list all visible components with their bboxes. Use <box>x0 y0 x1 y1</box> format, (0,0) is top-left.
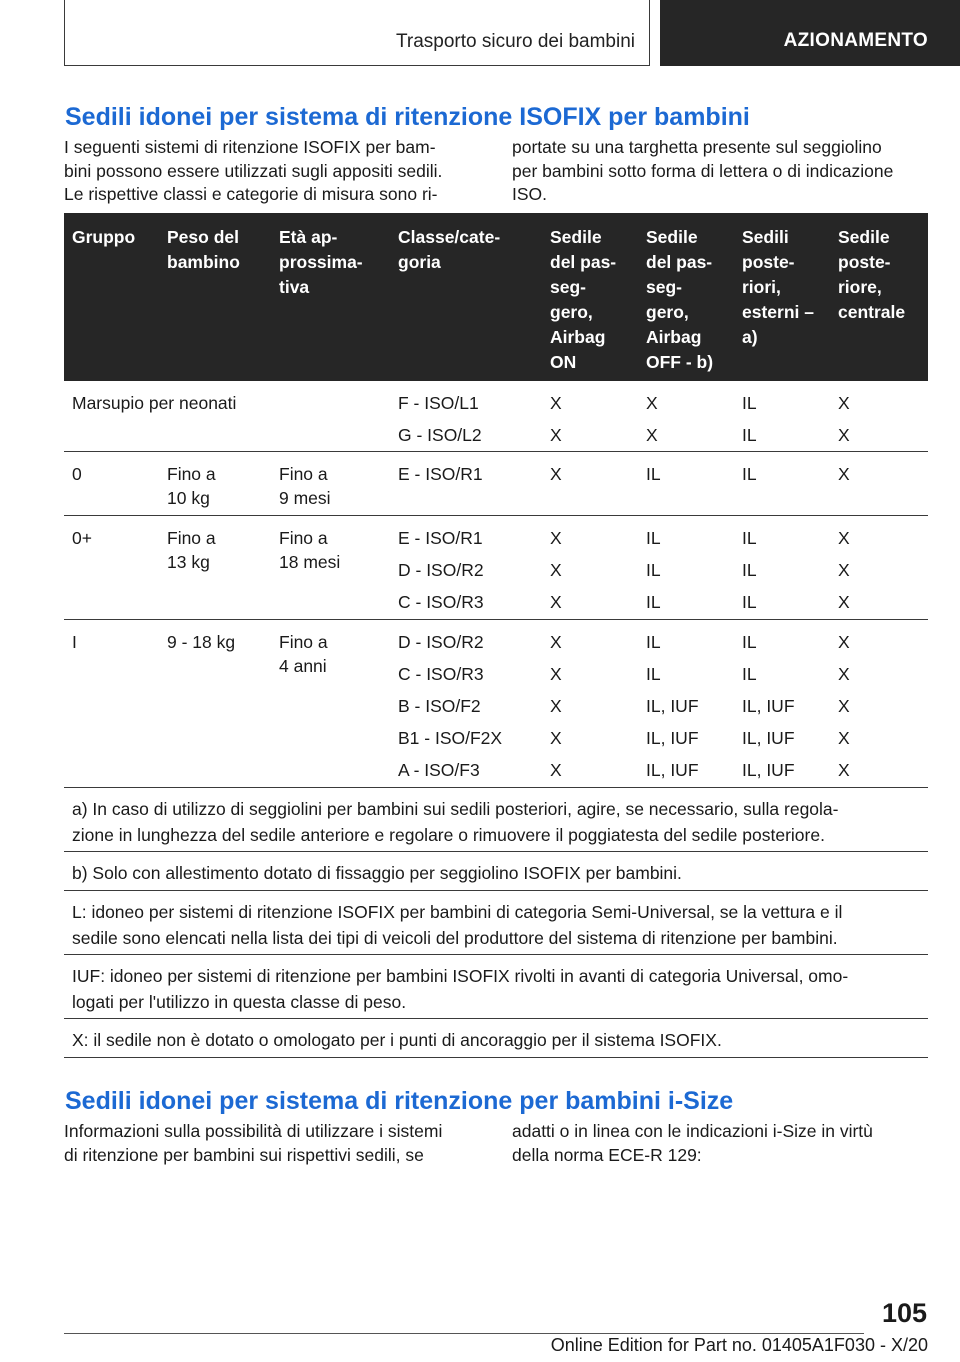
column-header-line: riore, <box>838 277 882 297</box>
column-header-line: del pas- <box>646 252 713 272</box>
table-footnote <box>64 891 928 955</box>
table-row <box>64 381 928 452</box>
cell-value: IL <box>646 592 661 612</box>
footnote-line: sedile sono elencati nella lista dei tipi di veicoli del produttore del sistema di ritenzione per bambini. <box>72 928 838 948</box>
cell-value: X <box>550 728 562 748</box>
cell-value: X <box>550 664 562 684</box>
column-header-line: gero, <box>550 302 593 322</box>
column-header-line: centrale <box>838 302 906 322</box>
table-cell-airbag-on <box>550 526 562 622</box>
cell-value: X <box>550 464 562 484</box>
column-header-line: poste- <box>742 252 795 272</box>
cell-value: X <box>646 393 658 413</box>
table-cell-weight <box>167 526 216 574</box>
table-footnote <box>64 788 928 852</box>
column-header-line: Sedili <box>742 227 789 247</box>
table-cell-rear-outer <box>742 526 757 622</box>
table-cell-group <box>72 391 236 423</box>
column-header <box>646 225 713 375</box>
cell-value: X <box>838 664 850 684</box>
column-header-line: ON <box>550 352 577 372</box>
cell-value: Fino a <box>167 464 216 484</box>
table-cell-rear-outer <box>742 630 795 790</box>
column-header <box>398 225 500 275</box>
column-header-line: tiva <box>279 277 310 297</box>
table-cell-rear-center <box>838 462 850 494</box>
cell-value: X <box>838 425 850 445</box>
intro-line: di ritenzione per bambini sui rispettivi sedili, se <box>64 1144 424 1165</box>
cell-value: 10 kg <box>167 488 210 508</box>
column-header-line: Sedile <box>838 227 890 247</box>
cell-value: X <box>838 464 850 484</box>
column-header <box>279 225 363 300</box>
table-cell-classes <box>398 630 502 790</box>
table-cell-airbag-off <box>646 391 658 455</box>
cell-value: X <box>838 560 850 580</box>
column-header-line: riori, <box>742 277 781 297</box>
cell-value: IL, IUF <box>742 728 795 748</box>
cell-value: B - ISO/F2 <box>398 696 481 716</box>
column-header-line: Airbag <box>550 327 606 347</box>
cell-value: E - ISO/R1 <box>398 464 483 484</box>
cell-value: D - ISO/R2 <box>398 632 484 652</box>
intro-line: portate su una targhetta presente sul seggiolino <box>512 137 882 157</box>
cell-value: IL <box>646 464 661 484</box>
cell-value: G - ISO/L2 <box>398 425 482 445</box>
column-header-line: Peso del <box>167 227 239 247</box>
column-header-line: prossima- <box>279 252 363 272</box>
cell-value: X <box>838 592 850 612</box>
cell-value: X <box>550 760 562 780</box>
column-header-line: Classe/cate- <box>398 227 501 247</box>
cell-value: IL, IUF <box>646 760 699 780</box>
column-header-line: Airbag <box>646 327 702 347</box>
edition-info: Online Edition for Part no. 01405A1F030 - X/20 <box>550 1335 928 1355</box>
isize-intro-right <box>512 1120 932 1167</box>
cell-value: A - ISO/F3 <box>398 760 480 780</box>
cell-value: IL, IUF <box>742 760 795 780</box>
column-header <box>167 225 240 275</box>
table-cell-classes <box>398 526 484 622</box>
cell-value: 18 mesi <box>279 552 341 572</box>
cell-value: IL, IUF <box>646 696 699 716</box>
table-cell-group <box>72 526 92 558</box>
table-footnote <box>64 955 928 1019</box>
cell-value: IL <box>742 664 757 684</box>
cell-value: Fino a <box>279 632 328 652</box>
cell-value: X <box>646 425 658 445</box>
cell-value: IL <box>742 464 757 484</box>
column-header-line: del pas- <box>550 252 617 272</box>
table-row <box>64 516 928 620</box>
cell-value: 4 anni <box>279 656 327 676</box>
intro-line: I seguenti sistemi di ritenzione ISOFIX per bam- <box>64 137 436 157</box>
cell-value: X <box>550 592 562 612</box>
cell-value: 0 <box>72 464 82 484</box>
cell-value: IL <box>742 393 757 413</box>
table-cell-rear-center <box>838 526 850 622</box>
cell-value: X <box>838 696 850 716</box>
intro-line: Informazioni sulla possibilità di utilizzare i sistemi <box>64 1121 443 1141</box>
table-header <box>64 213 928 381</box>
cell-value: IL <box>646 528 661 548</box>
column-header-line: OFF - b) <box>646 352 714 372</box>
cell-value: E - ISO/R1 <box>398 528 483 548</box>
cell-value: C - ISO/R3 <box>398 664 484 684</box>
footnote-line: X: il sedile non è dotato o omologato per i punti di ancoraggio per il sistema ISOFIX. <box>72 1030 722 1050</box>
footnote-line: zione in lunghezza del sedile anteriore e regolare o rimuovere il poggiatesta del sedile posteriore. <box>72 825 825 845</box>
cell-value: 9 mesi <box>279 488 331 508</box>
cell-value: IL <box>742 560 757 580</box>
header-section-title: Trasporto sicuro dei bambini <box>395 31 635 52</box>
cell-value: C - ISO/R3 <box>398 592 484 612</box>
column-header-line: Età ap- <box>279 227 338 247</box>
cell-value: Fino a <box>167 528 216 548</box>
cell-value: IL <box>646 560 661 580</box>
cell-value: X <box>550 632 562 652</box>
cell-value: X <box>838 632 850 652</box>
table-cell-rear-center <box>838 391 850 455</box>
table-cell-weight <box>167 630 235 654</box>
column-header <box>742 225 814 350</box>
cell-value: IL <box>646 664 661 684</box>
cell-value: X <box>550 425 562 445</box>
footer-divider <box>64 1333 864 1334</box>
cell-value: 9 - 18 kg <box>167 632 236 652</box>
footnote-line: L: idoneo per sistemi di ritenzione ISOFIX per bambini di categoria Semi-Universal, se la vettura e il <box>72 902 843 922</box>
intro-line: della norma ECE-R 129: <box>512 1144 702 1165</box>
table-cell-rear-outer <box>742 391 757 455</box>
column-header <box>550 225 616 375</box>
column-header-line: poste- <box>838 252 891 272</box>
cell-value: IL, IUF <box>742 696 795 716</box>
table-footnote <box>64 1019 928 1058</box>
cell-value: X <box>838 728 850 748</box>
table-cell-airbag-on <box>550 630 562 790</box>
table-cell-age <box>279 630 328 678</box>
cell-value: IL <box>742 528 757 548</box>
footnote-line: a) In caso di utilizzo di seggiolini per bambini sui sedili posteriori, agire, se necessario, sulla regola- <box>72 799 839 819</box>
table-cell-classes <box>398 462 483 494</box>
cell-value: 13 kg <box>167 552 210 572</box>
footnote-line: logati per l'utilizzo in questa classe di peso. <box>72 992 407 1012</box>
isofix-intro-left <box>64 136 494 207</box>
table-cell-group <box>72 630 77 662</box>
column-header-line: bambino <box>167 252 240 272</box>
table-cell-airbag-off <box>646 526 661 622</box>
header-chapter-title: AZIONAMENTO <box>783 30 928 51</box>
cell-value: IL <box>742 632 757 652</box>
intro-line: ISO. <box>512 184 548 204</box>
cell-value: F - ISO/L1 <box>398 393 479 413</box>
cell-value: IL, IUF <box>646 728 699 748</box>
column-header-line: gero, <box>646 302 689 322</box>
isize-heading: Sedili idonei per sistema di ritenzione per bambini i-Size <box>65 1087 734 1115</box>
column-header <box>838 225 905 325</box>
cell-value: Fino a <box>279 528 328 548</box>
footnote-line: IUF: idoneo per sistemi di ritenzione per bambini ISOFIX rivolti in avanti di categoria Universal, omo- <box>72 966 849 986</box>
table-cell-weight <box>167 462 216 510</box>
cell-value: Marsupio per neonati <box>72 393 237 413</box>
cell-value: X <box>838 393 850 413</box>
cell-value: B1 - ISO/F2X <box>398 728 503 748</box>
isofix-heading: Sedili idonei per sistema di ritenzione ISOFIX per bambini <box>65 103 750 131</box>
header-chapter-box <box>660 0 960 66</box>
column-header-line: seg- <box>646 277 682 297</box>
intro-line: adatti o in linea con le indicazioni i-Size in virtù <box>512 1121 873 1141</box>
column-header-line: Sedile <box>550 227 602 247</box>
column-header-line: a) <box>742 327 758 347</box>
intro-line: per bambini sotto forma di lettera o di indicazione <box>512 160 894 181</box>
cell-value: IL <box>742 592 757 612</box>
intro-line: bini possono essere utilizzati sugli appositi sedili. <box>64 160 443 181</box>
cell-value: X <box>550 560 562 580</box>
column-header-line: Sedile <box>646 227 698 247</box>
table-cell-airbag-off <box>646 630 699 790</box>
table-cell-age <box>279 526 340 574</box>
isize-intro-left <box>64 1120 494 1167</box>
cell-value: I <box>72 632 77 652</box>
table-row <box>64 620 928 788</box>
cell-value: Fino a <box>279 464 328 484</box>
table-cell-age <box>279 462 331 510</box>
cell-value: X <box>550 696 562 716</box>
table-body <box>64 381 928 788</box>
column-header-line: seg- <box>550 277 586 297</box>
table-cell-airbag-on <box>550 391 562 455</box>
header-section-box <box>64 0 650 66</box>
column-header-line: esterni – <box>742 302 814 322</box>
footnote-line: b) Solo con allestimento dotato di fissaggio per seggiolino ISOFIX per bambini. <box>72 863 682 883</box>
column-header <box>72 225 135 250</box>
table-cell-airbag-off <box>646 462 661 494</box>
isofix-intro-right <box>512 136 932 207</box>
cell-value: D - ISO/R2 <box>398 560 484 580</box>
cell-value: X <box>550 528 562 548</box>
table-notes <box>64 788 928 1058</box>
cell-value: IL <box>646 632 661 652</box>
cell-value: X <box>838 760 850 780</box>
isofix-table <box>64 213 928 1058</box>
table-cell-airbag-on <box>550 462 562 494</box>
table-cell-group <box>72 462 82 494</box>
page-number: 105 <box>881 1298 927 1328</box>
table-cell-rear-center <box>838 630 850 790</box>
column-header-line: Gruppo <box>72 227 136 247</box>
cell-value: X <box>838 528 850 548</box>
cell-value: IL <box>742 425 757 445</box>
table-cell-classes <box>398 391 482 455</box>
cell-value: 0+ <box>72 528 92 548</box>
table-row <box>64 452 928 516</box>
column-header-line: goria <box>398 252 441 272</box>
table-footnote <box>64 852 928 891</box>
cell-value: X <box>550 393 562 413</box>
intro-line: Le rispettive classi e categorie di misura sono ri- <box>64 184 438 204</box>
table-cell-rear-outer <box>742 462 757 494</box>
